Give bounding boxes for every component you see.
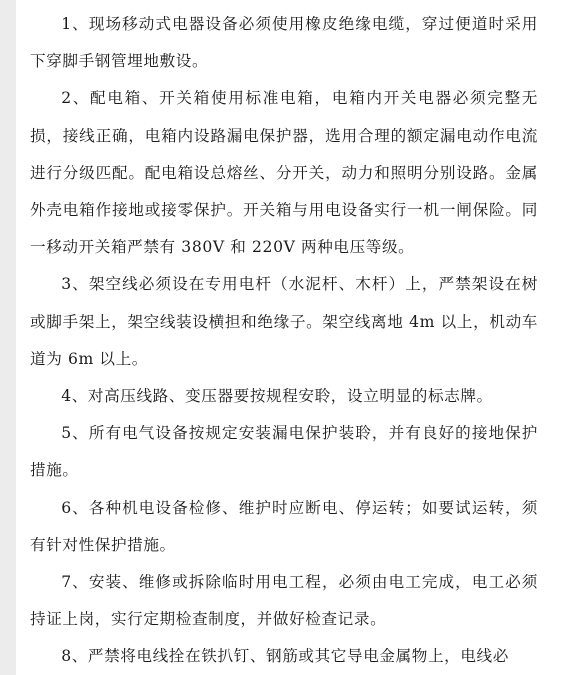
paragraph-8: 8、严禁将电线拴在铁扒钉、钢筋或其它导电金属物上，电线必 xyxy=(61,647,509,666)
paragraph-3: 3、架空线必须设在专用电杆（水泥杆、木杆）上，严禁架设在树或脚手架上，架空线装设横担和绝缘子。架空线离地 4m 以上，机动车道为 6m 以上。 xyxy=(30,275,538,368)
paragraph-4: 4、对高压线路、变压器要按规程安聆，设立明显的标志牌。 xyxy=(61,387,493,406)
left-margin-shade xyxy=(0,0,16,675)
document-body xyxy=(30,6,538,675)
paragraph-5: 5、所有电气设备按规定安装漏电保护装聆，并有良好的接地保护措施。 xyxy=(30,424,538,480)
paragraph-7: 7、安装、维修或拆除临时用电工程，必须由电工完成，电工必须持证上岗，实行定期检查制度，并做好检查记录。 xyxy=(30,573,538,629)
paragraph-2: 2、配电箱、开关箱使用标准电箱，电箱内开关电器必须完整无损，接线正确，电箱内设路漏电保护器，选用合理的额定漏电动作电流进行分级匹配。配电箱设总熔丝、分开关，动力和照明分别设路。金属外壳电箱作接地或接零保护。开关箱与用电设备实行一机一闸保险。同一移动开关箱严禁有 380V 和 220V 两种电压等级。 xyxy=(30,89,538,257)
paragraph-6: 6、各种机电设备检修、维护时应断电、停运转；如要试运转，须有针对性保护措施。 xyxy=(30,498,538,554)
paragraph-1: 1、现场移动式电器设备必须使用橡皮绝缘电缆，穿过便道时采用下穿脚手钢管埋地敷设。 xyxy=(30,15,538,71)
